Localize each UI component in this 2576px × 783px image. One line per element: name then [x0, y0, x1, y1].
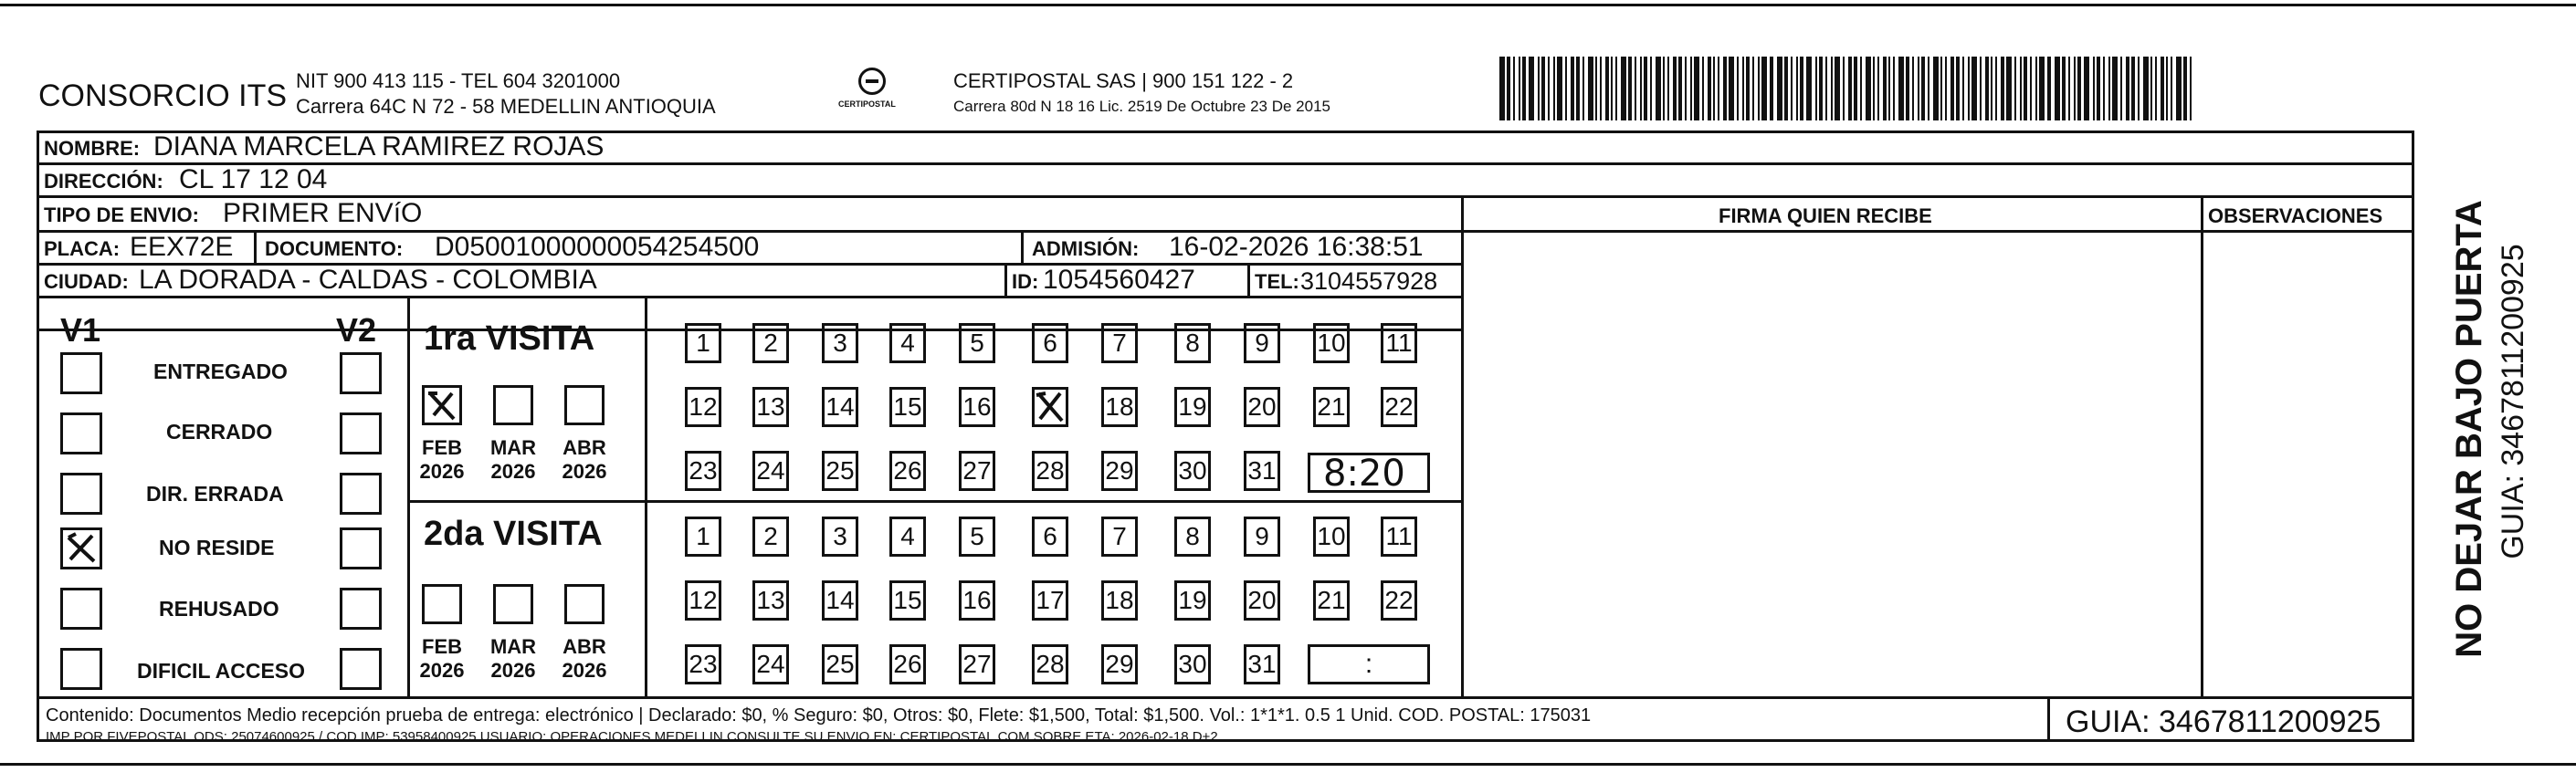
barcode-bar: [2183, 57, 2187, 120]
visit1-day-19[interactable]: 19: [1174, 387, 1211, 427]
barcode-bar: [1995, 57, 1997, 120]
plate-label: PLACA:: [44, 237, 121, 260]
visit2-day-9[interactable]: 9: [1244, 517, 1280, 557]
visit2-month-mar-label: MAR 2026: [489, 635, 537, 683]
visit1-day-18[interactable]: 18: [1101, 387, 1138, 427]
row-rule: [407, 500, 1461, 503]
barcode-bar: [1962, 57, 1964, 120]
barcode-bar: [2150, 57, 2152, 120]
barcode-bar: [1702, 57, 1704, 120]
visit1-day-6[interactable]: 6: [1032, 323, 1068, 363]
barcode-bar: [2024, 57, 2027, 120]
barcode-bar: [2126, 57, 2129, 120]
checkmark-x-icon: [425, 388, 459, 423]
v2-checkbox-no-reside[interactable]: [340, 527, 382, 569]
barcode-bar: [2047, 57, 2051, 120]
checkmark-x-icon: [63, 530, 100, 567]
barcode-bar: [1650, 57, 1652, 120]
barcode-bar: [2138, 57, 2140, 120]
visit2-day-22[interactable]: 22: [1381, 580, 1417, 621]
visit2-day-10[interactable]: 10: [1313, 517, 1350, 557]
side-warning: NO DEJAR BAJO PUERTA: [2449, 200, 2489, 658]
barcode-bar: [1582, 57, 1584, 120]
visit2-day-29[interactable]: 29: [1101, 644, 1138, 684]
barcode-bar: [1663, 57, 1665, 120]
visit2-day-26[interactable]: 26: [889, 644, 926, 684]
visit1-day-31[interactable]: 31: [1244, 451, 1280, 491]
barcode-bar: [1611, 57, 1613, 120]
row-rule: [37, 296, 1461, 298]
barcode-bar: [1825, 57, 1827, 120]
visit1-day-5[interactable]: 5: [959, 323, 995, 363]
barcode-bar: [1968, 57, 1970, 120]
barcode-bar: [1928, 57, 1929, 120]
barcode-bar: [1519, 57, 1520, 120]
certipostal-logo-icon: [858, 68, 886, 95]
visit2-day-11[interactable]: 11: [1381, 517, 1417, 557]
barcode-bar: [1866, 57, 1871, 120]
visit2-day-27[interactable]: 27: [959, 644, 995, 684]
v1-checkbox-dir-errada[interactable]: [60, 473, 102, 515]
barcode-bar: [1980, 57, 1982, 120]
col-rule: [407, 296, 410, 696]
id-label: ID:: [1012, 270, 1039, 293]
visit2-day-6[interactable]: 6: [1032, 517, 1068, 557]
visit1-day-4[interactable]: 4: [889, 323, 926, 363]
barcode-bar: [2093, 57, 2095, 120]
barcode-bar: [2084, 57, 2089, 120]
visit1-day-9[interactable]: 9: [1244, 323, 1280, 363]
barcode-bar: [2161, 57, 2164, 120]
v1-checkbox-dificil-acceso[interactable]: [60, 648, 102, 690]
barcode-bar: [2068, 57, 2070, 120]
barcode-bar: [1971, 57, 1977, 120]
v2-checkbox-dificil-acceso[interactable]: [340, 648, 382, 690]
barcode-bar: [1985, 57, 1989, 120]
visit1-day-24[interactable]: 24: [752, 451, 789, 491]
visit1-day-21[interactable]: 21: [1313, 387, 1350, 427]
bottom-rule: [0, 763, 2576, 766]
visit2-day-8[interactable]: 8: [1174, 517, 1211, 557]
row-rule: [37, 162, 2414, 165]
barcode-bar: [1918, 57, 1919, 120]
col-rule: [1004, 263, 1007, 296]
visit1-day-22[interactable]: 22: [1381, 387, 1417, 427]
side-guia: GUIA: 3467811200925: [2496, 244, 2530, 559]
visit1-day-30[interactable]: 30: [1174, 451, 1211, 491]
visit2-day-3[interactable]: 3: [822, 517, 858, 557]
barcode-bar: [1513, 57, 1515, 120]
barcode-bar: [1553, 57, 1555, 120]
visit1-day-25[interactable]: 25: [822, 451, 858, 491]
barcode-bar: [1873, 57, 1875, 120]
barcode-bar: [1815, 57, 1817, 120]
visit2-day-31[interactable]: 31: [1244, 644, 1280, 684]
barcode-bar: [1835, 57, 1840, 120]
status-label-dir-errada: DIR. ERRADA: [146, 482, 284, 506]
visit1-title: 1ra VISITA: [424, 319, 595, 358]
visit1-month-feb-label: FEB 2026: [419, 436, 465, 484]
col-rule: [1021, 230, 1024, 263]
visit2-day-24[interactable]: 24: [752, 644, 789, 684]
footer-contents: Contenido: Documentos Medio recepción prueba de entrega: electrónico | Declarado: $0, % Seguro: $0, Otros: $0, Flete: $1,500, Total: $1,500. Vol.: 1*1*1. 0.5 1 Unid. COD. POSTAL: 175031: [46, 705, 1592, 726]
barcode-bar: [1898, 57, 1904, 120]
barcode-bar: [1548, 57, 1550, 120]
barcode-bar: [1621, 57, 1626, 120]
visit2-title: 2da VISITA: [424, 515, 603, 553]
visit2-day-13[interactable]: 13: [752, 580, 789, 621]
signature-header: FIRMA QUIEN RECIBE: [1719, 204, 1932, 227]
city-value: LA DORADA - CALDAS - COLOMBIA: [139, 265, 597, 295]
barcode-bar: [2062, 57, 2066, 120]
footer-print-line: IMP POR FIVEPOSTAL ODS: 25074600925 / COD.IMP: 53958400925 USUARIO: OPERACIONES MEDELLIN CONSULTE SU ENVIO EN: CERTIPOSTAL.COM SOBRE ETA: 2026-02-18 D+2: [46, 729, 1218, 745]
barcode-bar: [1991, 57, 1992, 120]
visit1-day-2[interactable]: 2: [752, 323, 789, 363]
barcode-bar: [1761, 57, 1767, 120]
v1-checkbox-rehusado[interactable]: [60, 588, 102, 630]
barcode-bar: [2097, 57, 2100, 120]
barcode-bar: [1690, 57, 1692, 120]
status-label-dificil-acceso: DIFICIL ACCESO: [137, 659, 306, 683]
visit2-day-15[interactable]: 15: [889, 580, 926, 621]
document-label: DOCUMENTO:: [265, 237, 404, 260]
visit1-day-26[interactable]: 26: [889, 451, 926, 491]
barcode-bar: [1673, 57, 1677, 120]
barcode-bar: [1806, 57, 1812, 120]
address-label: DIRECCIÓN:: [44, 170, 163, 193]
company-nit: NIT 900 413 115 - TEL 604 3201000: [296, 69, 621, 92]
shipment-type-label: TIPO DE ENVIO:: [44, 204, 199, 226]
barcode-bar: [1541, 57, 1545, 120]
document-value: D05001000000054254500: [435, 232, 760, 262]
visit1-day-8[interactable]: 8: [1174, 323, 1211, 363]
barcode-bar: [1883, 57, 1887, 120]
visit2-day-21[interactable]: 21: [1313, 580, 1350, 621]
barcode-bar: [1708, 57, 1711, 120]
barcode-bar: [2176, 57, 2182, 120]
visit1-month-abr-checkbox[interactable]: [564, 385, 605, 425]
top-rule: [0, 4, 2576, 6]
col-rule: [1247, 263, 1250, 296]
barcode-bar: [1529, 57, 1534, 120]
visit1-day-15[interactable]: 15: [889, 387, 926, 427]
recipient-name: DIANA MARCELA RAMIREZ ROJAS: [153, 131, 605, 162]
barcode-bar: [1737, 57, 1739, 120]
barcode-bar: [1888, 57, 1890, 120]
col-rule: [2201, 195, 2203, 696]
barcode-bar: [1746, 57, 1750, 120]
visit2-day-14[interactable]: 14: [822, 580, 858, 621]
barcode-bar: [1718, 57, 1719, 120]
barcode-bar: [1615, 57, 1617, 120]
barcode-bar: [2014, 57, 2016, 120]
barcode-bar: [1685, 57, 1687, 120]
barcode-bar: [1723, 57, 1727, 120]
visit1-day-11[interactable]: 11: [1381, 323, 1417, 363]
city-label: CIUDAD:: [44, 270, 129, 293]
barcode-bar: [2190, 57, 2192, 120]
barcode-bar: [2020, 57, 2022, 120]
barcode-bar: [1893, 57, 1895, 120]
col-rule: [645, 296, 647, 696]
barcode-bar: [2055, 57, 2060, 120]
barcode-bar: [1933, 57, 1939, 120]
id-value: 1054560427: [1043, 265, 1195, 295]
visit2-month-feb-checkbox[interactable]: [422, 584, 462, 624]
barcode-bar: [1770, 57, 1773, 120]
visit1-day-14[interactable]: 14: [822, 387, 858, 427]
visit1-day-7[interactable]: 7: [1101, 323, 1138, 363]
barcode-bar: [2077, 57, 2081, 120]
company-name: CONSORCIO ITS: [38, 78, 288, 113]
visit1-day-3[interactable]: 3: [822, 323, 858, 363]
visit1-day-1[interactable]: 1: [685, 323, 721, 363]
barcode-bar: [1784, 57, 1788, 120]
barcode-bar: [1843, 57, 1845, 120]
visit1-day-28[interactable]: 28: [1032, 451, 1068, 491]
visit1-day-17[interactable]: [1032, 387, 1068, 427]
admission-value: 16-02-2026 16:38:51: [1169, 232, 1424, 262]
visit2-month-feb-label: FEB 2026: [419, 635, 465, 683]
carrier-license: Carrera 80d N 18 16 Lic. 2519 De Octubre 23 De 2015: [953, 98, 1330, 115]
v2-checkbox-dir-errada[interactable]: [340, 473, 382, 515]
v2-checkbox-rehusado[interactable]: [340, 588, 382, 630]
visit2-day-5[interactable]: 5: [959, 517, 995, 557]
visit1-day-12[interactable]: 12: [685, 387, 721, 427]
v2-checkbox-entregado[interactable]: [340, 352, 382, 394]
barcode-bar: [1571, 57, 1574, 120]
visit2-day-4[interactable]: 4: [889, 517, 926, 557]
barcode-bar: [1956, 57, 1960, 120]
barcode-bar: [1950, 57, 1954, 120]
visit2-time-box[interactable]: :: [1308, 644, 1430, 684]
barcode-bar: [1538, 57, 1540, 120]
barcode-bar: [2074, 57, 2076, 120]
barcode-bar: [1640, 57, 1642, 120]
v2-checkbox-cerrado[interactable]: [340, 412, 382, 454]
barcode-bar: [1791, 57, 1793, 120]
status-label-rehusado: REHUSADO: [159, 597, 279, 621]
barcode-bar: [1921, 57, 1925, 120]
visit2-day-18[interactable]: 18: [1101, 580, 1138, 621]
barcode-bar: [2166, 57, 2168, 120]
status-label-entregado: ENTREGADO: [153, 360, 288, 383]
barcode-bar: [1796, 57, 1798, 120]
visit2-day-17[interactable]: 17: [1032, 580, 1068, 621]
visit1-day-16[interactable]: 16: [959, 387, 995, 427]
visit2-day-25[interactable]: 25: [822, 644, 858, 684]
v2-label: V2: [336, 311, 377, 349]
barcode-bar: [1628, 57, 1632, 120]
logo-caption: CERTIPOSTAL: [838, 99, 896, 109]
barcode-bar: [1667, 57, 1669, 120]
barcode: [1499, 57, 2201, 120]
admission-label: ADMISIÓN:: [1032, 237, 1140, 260]
visit2-day-16[interactable]: 16: [959, 580, 995, 621]
visit2-month-abr-label: ABR 2026: [562, 635, 607, 683]
visit2-day-20[interactable]: 20: [1244, 580, 1280, 621]
footer-guia: GUIA: 3467811200925: [2066, 705, 2381, 739]
barcode-bar: [2006, 57, 2012, 120]
barcode-bar: [1605, 57, 1609, 120]
col-rule: [2047, 696, 2050, 742]
barcode-bar: [1656, 57, 1661, 120]
barcode-bar: [1752, 57, 1754, 120]
barcode-bar: [2001, 57, 2004, 120]
visit2-month-abr-checkbox[interactable]: [564, 584, 605, 624]
visit2-day-12[interactable]: 12: [685, 580, 721, 621]
barcode-bar: [1600, 57, 1602, 120]
checkmark-x-icon: [1035, 390, 1066, 424]
v1-checkbox-no-reside[interactable]: [60, 527, 102, 569]
barcode-bar: [1557, 57, 1562, 120]
barcode-bar: [2039, 57, 2045, 120]
barcode-bar: [2112, 57, 2118, 120]
barcode-bar: [1694, 57, 1699, 120]
shipment-type: PRIMER ENVíO: [223, 198, 423, 228]
plate-value: EEX72E: [130, 232, 234, 262]
barcode-bar: [1758, 57, 1760, 120]
barcode-bar: [1565, 57, 1567, 120]
barcode-bar: [2120, 57, 2122, 120]
barcode-bar: [1742, 57, 1744, 120]
barcode-bar: [1507, 57, 1510, 120]
barcode-bar: [2131, 57, 2135, 120]
visit1-day-27[interactable]: 27: [959, 451, 995, 491]
barcode-bar: [1777, 57, 1782, 120]
barcode-bar: [2171, 57, 2172, 120]
visit1-month-mar-label: MAR 2026: [489, 436, 537, 484]
visit2-day-1[interactable]: 1: [685, 517, 721, 557]
visit2-day-23[interactable]: 23: [685, 644, 721, 684]
visit1-time-box[interactable]: [1308, 453, 1430, 493]
v1-checkbox-entregado[interactable]: [60, 352, 102, 394]
visit1-month-abr-label: ABR 2026: [562, 436, 607, 484]
barcode-bar: [2030, 57, 2032, 120]
col-rule: [1461, 195, 1464, 696]
barcode-bar: [1713, 57, 1715, 120]
barcode-bar: [1877, 57, 1879, 120]
barcode-bar: [1912, 57, 1914, 120]
barcode-bar: [1595, 57, 1597, 120]
recipient-address: CL 17 12 04: [179, 164, 328, 194]
barcode-bar: [1945, 57, 1947, 120]
visit1-day-23[interactable]: 23: [685, 451, 721, 491]
barcode-bar: [1588, 57, 1593, 120]
visit2-day-19[interactable]: 19: [1174, 580, 1211, 621]
barcode-bar: [2035, 57, 2037, 120]
v1-checkbox-cerrado[interactable]: [60, 412, 102, 454]
barcode-bar: [1800, 57, 1803, 120]
barcode-bar: [1906, 57, 1909, 120]
company-address: Carrera 64C N 72 - 58 MEDELLIN ANTIOQUIA: [296, 95, 716, 118]
visit2-day-30[interactable]: 30: [1174, 644, 1211, 684]
barcode-bar: [2143, 57, 2149, 120]
barcode-bar: [1854, 57, 1857, 120]
barcode-bar: [1576, 57, 1580, 120]
visit1-day-29[interactable]: 29: [1101, 451, 1138, 491]
barcode-bar: [1499, 57, 1505, 120]
barcode-bar: [1860, 57, 1862, 120]
visit2-day-28[interactable]: 28: [1032, 644, 1068, 684]
barcode-bar: [1678, 57, 1682, 120]
barcode-bar: [2155, 57, 2157, 120]
barcode-bar: [1729, 57, 1734, 120]
barcode-bar: [1819, 57, 1823, 120]
v1-label: V1: [60, 311, 101, 349]
carrier-name: CERTIPOSTAL SAS | 900 151 122 - 2: [953, 69, 1294, 92]
visit1-month-mar-checkbox[interactable]: [493, 385, 533, 425]
visit1-day-20[interactable]: 20: [1244, 387, 1280, 427]
tel-label: TEL:: [1255, 270, 1299, 293]
row-rule: [37, 696, 2414, 699]
visit1-day-13[interactable]: 13: [752, 387, 789, 427]
visit1-month-feb-checkbox[interactable]: [422, 385, 462, 425]
observations-header: OBSERVACIONES: [2208, 204, 2383, 227]
barcode-bar: [1644, 57, 1647, 120]
barcode-bar: [2108, 57, 2110, 120]
status-label-cerrado: CERRADO: [166, 420, 273, 444]
visit2-day-2[interactable]: 2: [752, 517, 789, 557]
barcode-bar: [1635, 57, 1636, 120]
name-label: NOMBRE:: [44, 137, 141, 160]
visit2-day-7[interactable]: 7: [1101, 517, 1138, 557]
barcode-bar: [1848, 57, 1852, 120]
visit1-handwritten-time: 8:20: [1323, 453, 1405, 495]
status-label-no-reside: NO RESIDE: [159, 536, 275, 559]
tel-value: 3104557928: [1300, 267, 1438, 295]
barcode-bar: [1940, 57, 1942, 120]
barcode-bar: [1522, 57, 1526, 120]
barcode-bar: [1831, 57, 1833, 120]
visit2-month-mar-checkbox[interactable]: [493, 584, 533, 624]
col-rule: [254, 230, 257, 263]
barcode-bar: [2103, 57, 2105, 120]
visit1-day-10[interactable]: 10: [1313, 323, 1350, 363]
